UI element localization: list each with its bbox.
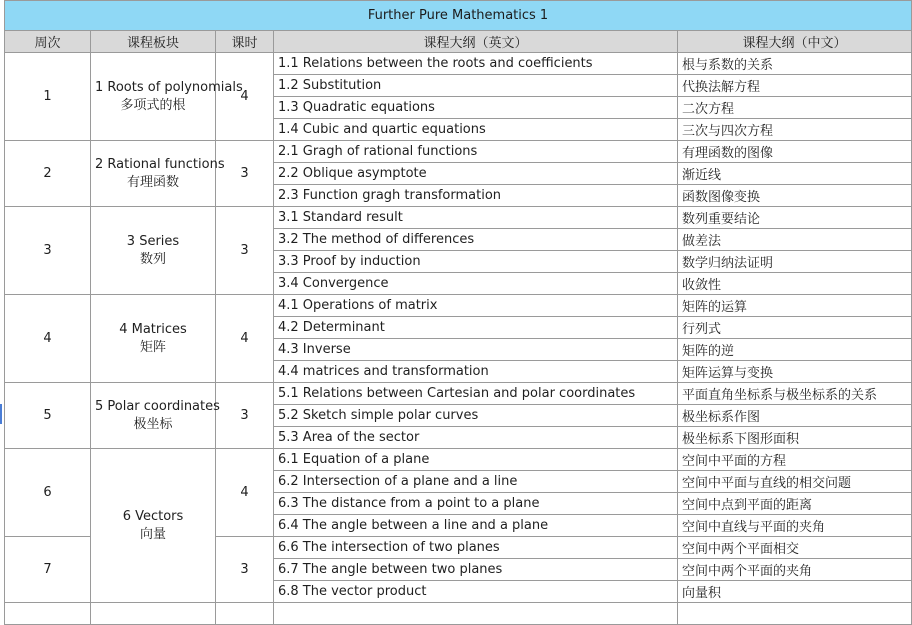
hours-cell[interactable]: 3 (216, 383, 274, 449)
empty-cell[interactable] (5, 603, 91, 625)
module-cell[interactable] (91, 207, 216, 295)
outline-cn-cell[interactable]: 三次与四次方程 (678, 119, 912, 141)
hours-cell[interactable]: 3 (216, 141, 274, 207)
outline-cn-cell[interactable]: 平面直角坐标系与极坐标系的关系 (678, 383, 912, 405)
header-week[interactable]: 周次 (5, 31, 91, 53)
table-row (5, 295, 912, 317)
table-row (5, 449, 912, 471)
outline-cn-cell[interactable]: 收敛性 (678, 273, 912, 295)
outline-en-cell[interactable]: 1.1 Relations between the roots and coefficients (274, 53, 678, 75)
outline-en-cell[interactable]: 2.2 Oblique asymptote (274, 163, 678, 185)
header-outline-en[interactable]: 课程大纲（英文） (274, 31, 678, 53)
outline-en-cell[interactable]: 2.3 Function gragh transformation (274, 185, 678, 207)
table-title[interactable]: Further Pure Mathematics 1 (5, 1, 912, 31)
outline-cn-cell[interactable]: 二次方程 (678, 97, 912, 119)
week-cell[interactable]: 7 (5, 537, 91, 603)
outline-en-cell[interactable]: 3.3 Proof by induction (274, 251, 678, 273)
outline-cn-cell[interactable]: 根与系数的关系 (678, 53, 912, 75)
week-cell[interactable]: 2 (5, 141, 91, 207)
outline-cn-cell[interactable]: 空间中平面与直线的相交问题 (678, 471, 912, 493)
empty-cell[interactable] (274, 603, 678, 625)
outline-cn-cell[interactable]: 做差法 (678, 229, 912, 251)
outline-en-cell[interactable]: 6.3 The distance from a point to a plane (274, 493, 678, 515)
selected-row-marker (0, 404, 2, 424)
outline-en-cell[interactable]: 4.2 Determinant (274, 317, 678, 339)
outline-cn-cell[interactable]: 数学归纳法证明 (678, 251, 912, 273)
outline-en-cell[interactable]: 6.1 Equation of a plane (274, 449, 678, 471)
outline-en-cell[interactable]: 1.2 Substitution (274, 75, 678, 97)
table-row (5, 207, 912, 229)
outline-en-cell[interactable]: 6.4 The angle between a line and a plane (274, 515, 678, 537)
header-module[interactable]: 课程板块 (91, 31, 216, 53)
module-name-cn: 数列 (139, 251, 166, 267)
outline-en-cell[interactable]: 5.2 Sketch simple polar curves (274, 405, 678, 427)
outline-cn-cell[interactable]: 空间中平面的方程 (678, 449, 912, 471)
outline-cn-cell[interactable]: 空间中两个平面的夹角 (678, 559, 912, 581)
outline-en-cell[interactable]: 4.4 matrices and transformation (274, 361, 678, 383)
outline-en-cell[interactable]: 4.3 Inverse (274, 339, 678, 361)
empty-cell[interactable] (216, 603, 274, 625)
module-name-cn: 极坐标 (133, 416, 173, 432)
module-name-cn: 多项式的根 (120, 97, 186, 113)
outline-en-cell[interactable]: 6.8 The vector product (274, 581, 678, 603)
hours-cell[interactable]: 4 (216, 53, 274, 141)
hours-cell[interactable]: 4 (216, 295, 274, 383)
module-name-en: 3 Series (126, 233, 180, 249)
module-name-cn: 向量 (139, 526, 166, 542)
outline-cn-cell[interactable]: 矩阵的运算 (678, 295, 912, 317)
module-name-en: 1 Roots of polynomials (95, 79, 243, 95)
outline-cn-cell[interactable]: 空间中两个平面相交 (678, 537, 912, 559)
hours-cell[interactable]: 3 (216, 537, 274, 603)
outline-en-cell[interactable]: 2.1 Gragh of rational functions (274, 141, 678, 163)
module-cell[interactable] (91, 383, 220, 449)
header-hours[interactable]: 课时 (216, 31, 274, 53)
outline-en-cell[interactable]: 5.1 Relations between Cartesian and polar coordinates (274, 383, 678, 405)
week-cell[interactable]: 6 (5, 449, 91, 537)
outline-en-cell[interactable]: 3.2 The method of differences (274, 229, 678, 251)
outline-cn-cell[interactable]: 极坐标系作图 (678, 405, 912, 427)
outline-cn-cell[interactable]: 矩阵运算与变换 (678, 361, 912, 383)
table-row (5, 383, 912, 405)
outline-cn-cell[interactable]: 向量积 (678, 581, 912, 603)
outline-en-cell[interactable]: 6.7 The angle between two planes (274, 559, 678, 581)
empty-row (5, 603, 912, 625)
table-row (5, 53, 912, 75)
outline-cn-cell[interactable]: 渐近线 (678, 163, 912, 185)
outline-en-cell[interactable]: 1.3 Quadratic equations (274, 97, 678, 119)
outline-cn-cell[interactable]: 空间中点到平面的距离 (678, 493, 912, 515)
outline-en-cell[interactable]: 1.4 Cubic and quartic equations (274, 119, 678, 141)
outline-cn-cell[interactable]: 极坐标系下图形面积 (678, 427, 912, 449)
outline-cn-cell[interactable]: 函数图像变换 (678, 185, 912, 207)
week-cell[interactable]: 4 (5, 295, 91, 383)
module-name-cn: 有理函数 (126, 174, 179, 190)
module-name-en: 5 Polar coordinates (95, 398, 220, 414)
outline-en-cell[interactable]: 3.1 Standard result (274, 207, 678, 229)
header-row (5, 31, 912, 53)
week-cell[interactable]: 5 (5, 383, 91, 449)
outline-en-cell[interactable]: 6.6 The intersection of two planes (274, 537, 678, 559)
module-cell[interactable] (91, 295, 216, 383)
outline-en-cell[interactable]: 4.1 Operations of matrix (274, 295, 678, 317)
outline-cn-cell[interactable]: 有理函数的图像 (678, 141, 912, 163)
outline-en-cell[interactable]: 6.2 Intersection of a plane and a line (274, 471, 678, 493)
module-cell[interactable] (91, 141, 225, 207)
module-name-cn: 矩阵 (139, 339, 166, 355)
empty-cell[interactable] (91, 603, 216, 625)
outline-cn-cell[interactable]: 代换法解方程 (678, 75, 912, 97)
week-cell[interactable]: 1 (5, 53, 91, 141)
outline-cn-cell[interactable]: 行列式 (678, 317, 912, 339)
module-cell[interactable] (91, 449, 216, 603)
outline-cn-cell[interactable]: 空间中直线与平面的夹角 (678, 515, 912, 537)
module-name-en: 6 Vectors (122, 508, 184, 524)
outline-cn-cell[interactable]: 矩阵的逆 (678, 339, 912, 361)
empty-cell[interactable] (678, 603, 912, 625)
week-cell[interactable]: 3 (5, 207, 91, 295)
hours-cell[interactable]: 4 (216, 449, 274, 537)
hours-cell[interactable]: 3 (216, 207, 274, 295)
header-outline-cn[interactable]: 课程大纲（中文） (678, 31, 912, 53)
table-row (5, 141, 912, 163)
syllabus-table (4, 0, 912, 625)
module-name-en: 4 Matrices (119, 321, 187, 337)
outline-cn-cell[interactable]: 数列重要结论 (678, 207, 912, 229)
module-name-en: 2 Rational functions (95, 156, 225, 172)
module-cell[interactable] (91, 53, 243, 141)
outline-en-cell[interactable]: 3.4 Convergence (274, 273, 678, 295)
outline-en-cell[interactable]: 5.3 Area of the sector (274, 427, 678, 449)
